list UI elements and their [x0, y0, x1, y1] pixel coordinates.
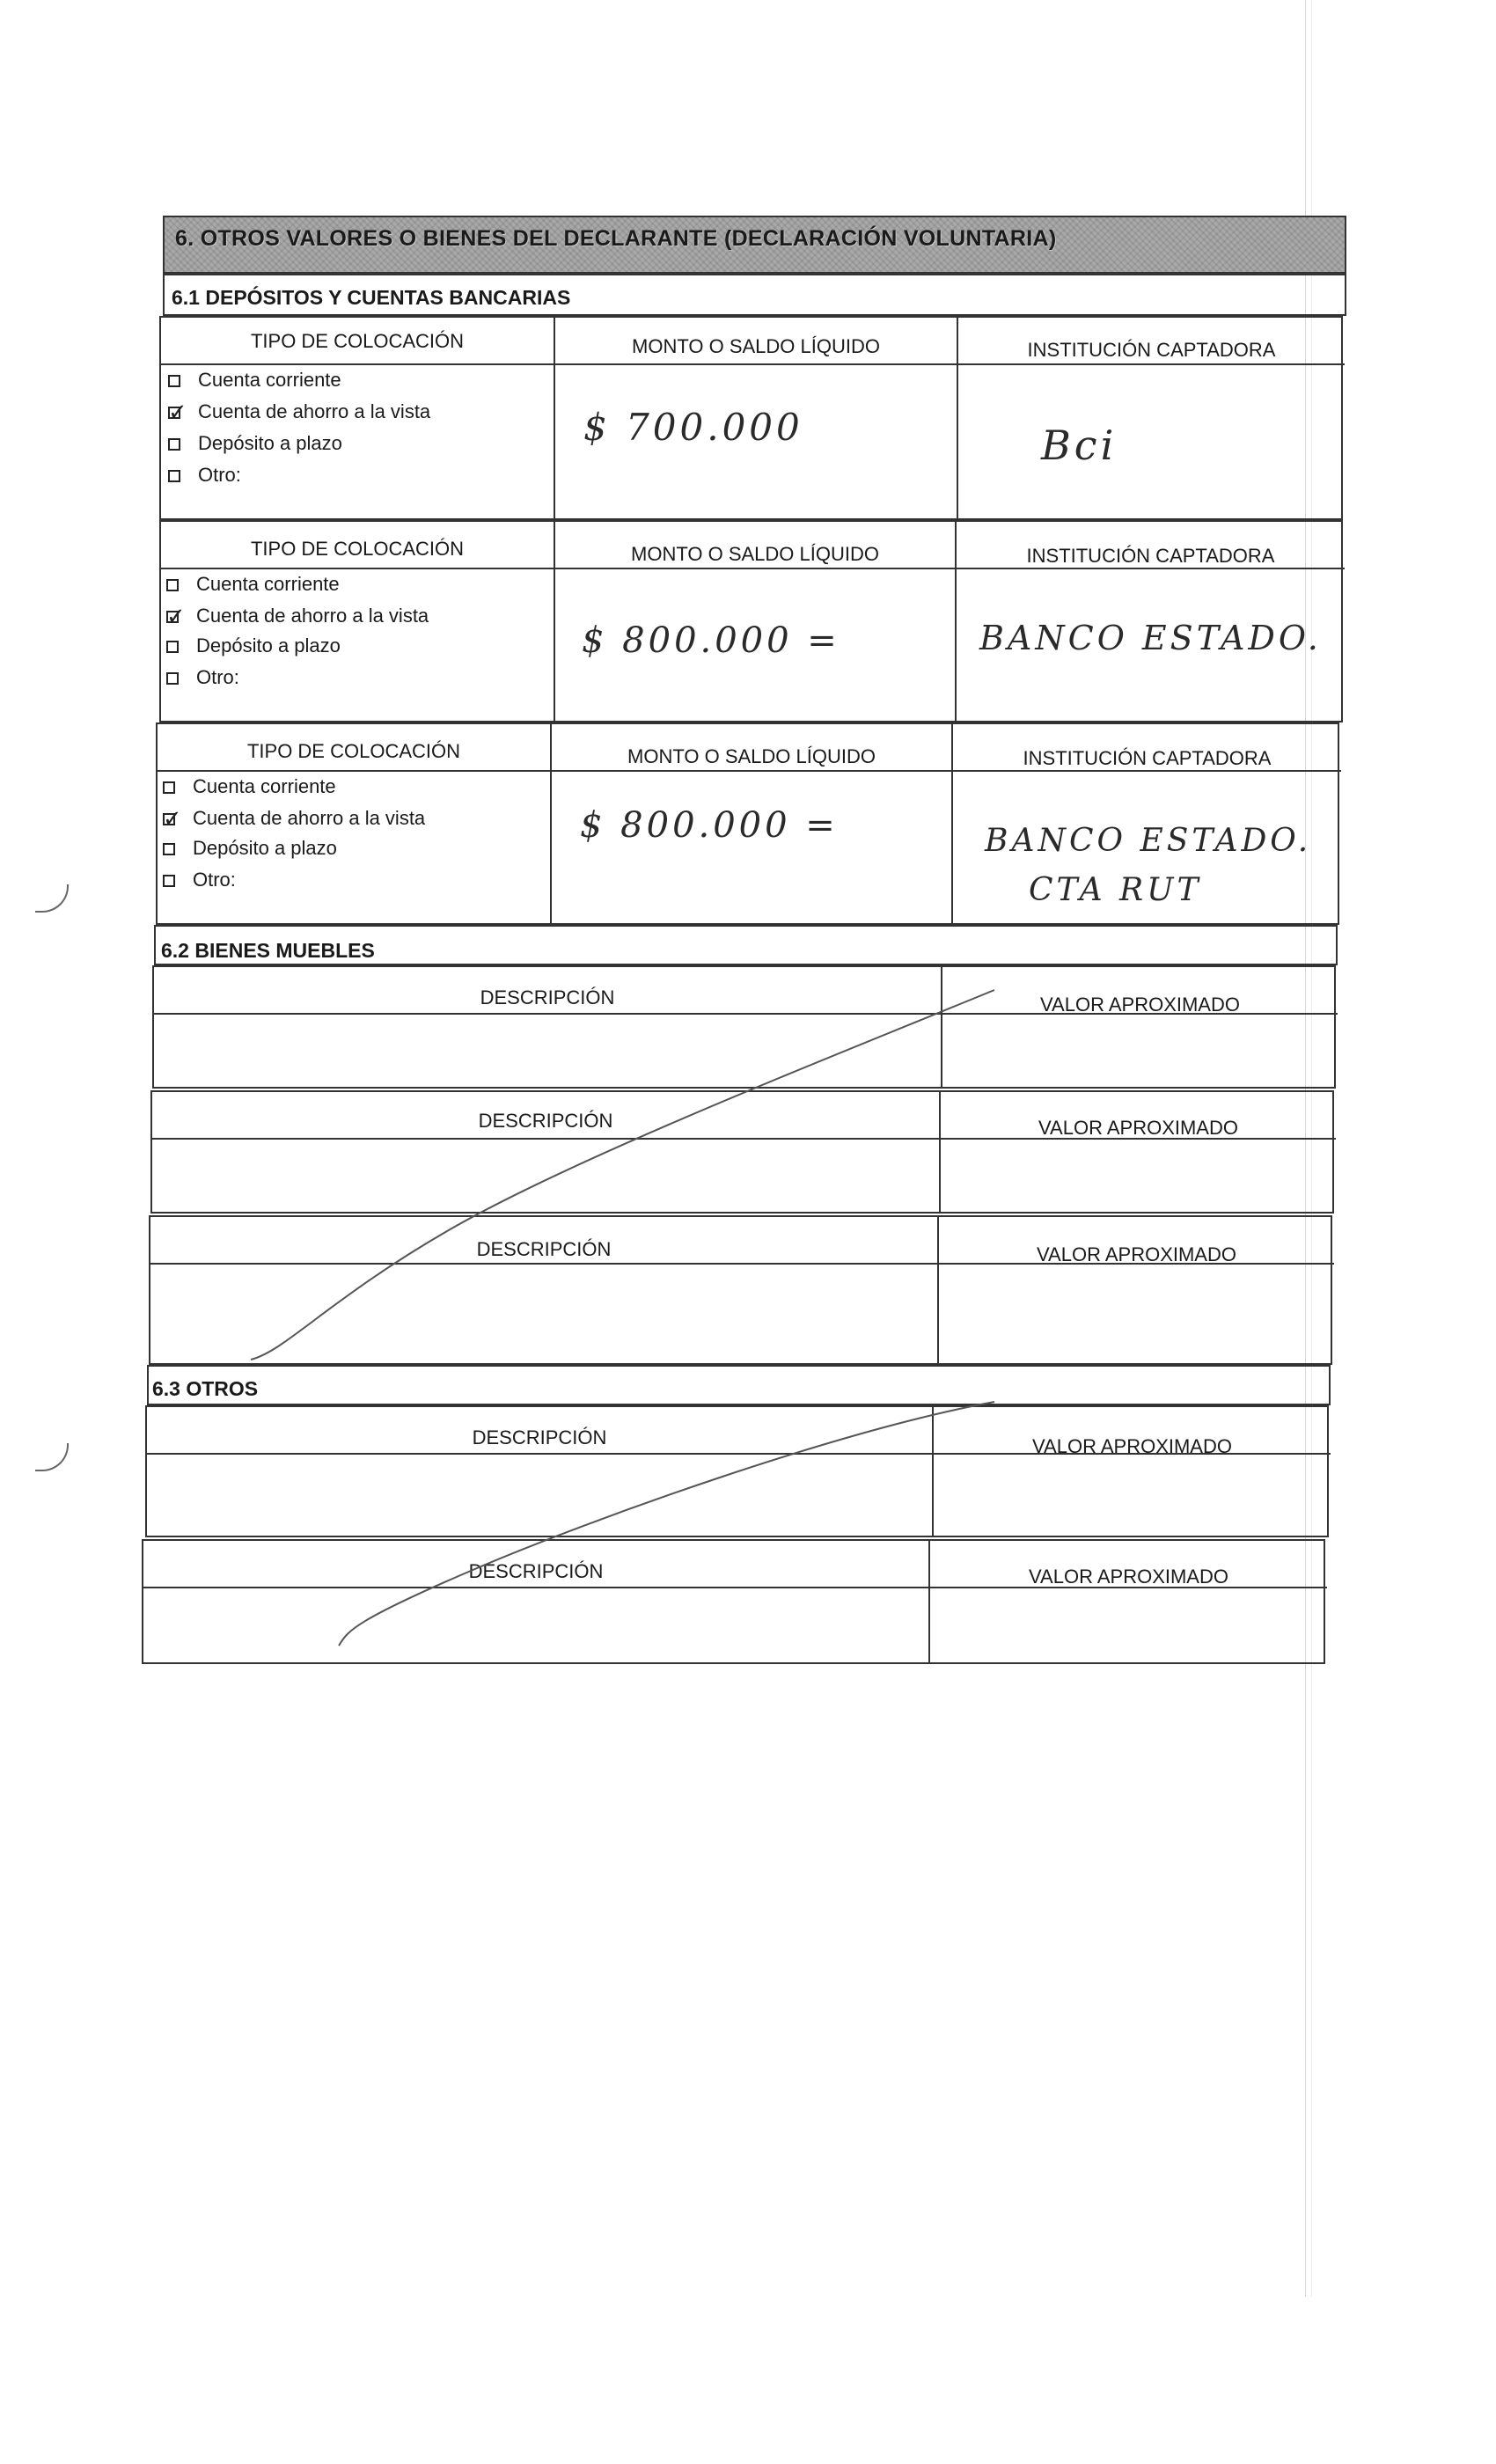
section-6-3-title: 6.3 OTROS — [152, 1377, 259, 1400]
bienes-muebles-entry-2 — [150, 1090, 1334, 1214]
column-header-descripcion: DESCRIPCIÓN — [472, 1426, 607, 1448]
declaration-form-section-6 — [136, 216, 1346, 1676]
handwritten-institucion: Bci — [1041, 422, 1118, 469]
option-otro[interactable]: Otro: — [168, 464, 241, 487]
option-deposito-plazo[interactable]: Depósito a plazo — [166, 634, 341, 657]
column-header-monto: MONTO O SALDO LÍQUIDO — [631, 543, 879, 565]
column-header-tipo: TIPO DE COLOCACIÓN — [246, 740, 461, 762]
otros-entry-1 — [145, 1405, 1329, 1537]
checkmark-icon: ✓ — [166, 604, 186, 630]
column-header-descripcion: DESCRIPCIÓN — [480, 986, 615, 1008]
column-header-valor: VALOR APROXIMADO — [1037, 1243, 1236, 1265]
column-header-descripcion: DESCRIPCIÓN — [468, 1560, 604, 1582]
handwritten-monto: $ 700.000 — [583, 406, 803, 449]
checkbox[interactable] — [166, 672, 179, 685]
column-header-tipo: TIPO DE COLOCACIÓN — [250, 330, 465, 352]
section-6-2-title-row — [154, 925, 1338, 965]
checkbox[interactable] — [168, 470, 180, 482]
handwritten-institucion-line2: CTA RUT — [1029, 872, 1202, 908]
checkmark-icon: ✓ — [163, 806, 182, 832]
checkbox[interactable] — [166, 641, 179, 653]
handwritten-monto: $ 800.000 = — [580, 805, 839, 846]
deposit-entry-3 — [156, 722, 1339, 925]
option-cuenta-corriente[interactable]: Cuenta corriente — [163, 775, 336, 798]
column-header-valor: VALOR APROXIMADO — [1040, 994, 1240, 1016]
checkbox[interactable] — [163, 843, 175, 855]
section-6-3-title-row — [147, 1365, 1331, 1405]
handwritten-monto: $ 800.000 = — [582, 620, 840, 661]
section-header-bar — [163, 216, 1346, 274]
handwritten-institucion: BANCO ESTADO. — [985, 823, 1312, 859]
deposit-entry-2 — [159, 520, 1343, 722]
column-header-tipo: TIPO DE COLOCACIÓN — [250, 538, 465, 560]
checkbox[interactable] — [163, 781, 175, 794]
column-header-valor: VALOR APROXIMADO — [1029, 1566, 1228, 1588]
checkbox[interactable] — [163, 875, 175, 887]
option-cuenta-ahorro[interactable]: ✓ Cuenta de ahorro a la vista — [166, 604, 429, 630]
checkbox-checked[interactable] — [166, 604, 186, 630]
option-cuenta-corriente[interactable]: Cuenta corriente — [168, 369, 341, 392]
section-6-1-title: 6.1 DEPÓSITOS Y CUENTAS BANCARIAS — [172, 286, 571, 309]
bienes-muebles-entry-1 — [152, 965, 1336, 1089]
column-header-descripcion: DESCRIPCIÓN — [476, 1238, 612, 1260]
option-cuenta-ahorro[interactable]: ✓ Cuenta de ahorro a la vista — [168, 400, 431, 426]
column-header-institucion: INSTITUCIÓN CAPTADORA — [1027, 339, 1276, 361]
checkbox[interactable] — [168, 438, 180, 451]
option-cuenta-corriente[interactable]: Cuenta corriente — [166, 573, 340, 596]
option-deposito-plazo[interactable]: Depósito a plazo — [168, 432, 342, 455]
checkbox-checked[interactable] — [168, 400, 187, 426]
checkbox-checked[interactable] — [163, 806, 182, 832]
section-6-1-title-row — [163, 274, 1346, 316]
checkbox[interactable] — [166, 579, 179, 591]
otros-entry-2 — [142, 1539, 1325, 1664]
option-otro[interactable]: Otro: — [166, 666, 239, 689]
section-6-2-title: 6.2 BIENES MUEBLES — [161, 939, 375, 962]
checkmark-icon: ✓ — [168, 400, 187, 426]
column-header-monto: MONTO O SALDO LÍQUIDO — [627, 745, 876, 767]
option-cuenta-ahorro[interactable]: ✓ Cuenta de ahorro a la vista — [163, 806, 426, 832]
column-header-monto: MONTO O SALDO LÍQUIDO — [632, 335, 880, 357]
column-header-institucion: INSTITUCIÓN CAPTADORA — [1026, 545, 1275, 567]
column-header-descripcion: DESCRIPCIÓN — [478, 1110, 613, 1132]
deposit-entry-1 — [159, 316, 1343, 520]
column-header-valor: VALOR APROXIMADO — [1038, 1117, 1238, 1139]
bienes-muebles-entry-3 — [149, 1215, 1332, 1365]
checkbox[interactable] — [168, 375, 180, 387]
punch-hole-mark — [35, 1443, 69, 1471]
option-deposito-plazo[interactable]: Depósito a plazo — [163, 837, 337, 860]
handwritten-institucion: BANCO ESTADO. — [979, 619, 1322, 657]
column-header-valor: VALOR APROXIMADO — [1032, 1435, 1232, 1457]
column-header-institucion: INSTITUCIÓN CAPTADORA — [1023, 747, 1272, 769]
punch-hole-mark — [35, 884, 69, 913]
section-title: 6. OTROS VALORES O BIENES DEL DECLARANTE (DECLARACIÓN VOLUNTARIA) — [175, 226, 1057, 251]
option-otro[interactable]: Otro: — [163, 869, 236, 891]
